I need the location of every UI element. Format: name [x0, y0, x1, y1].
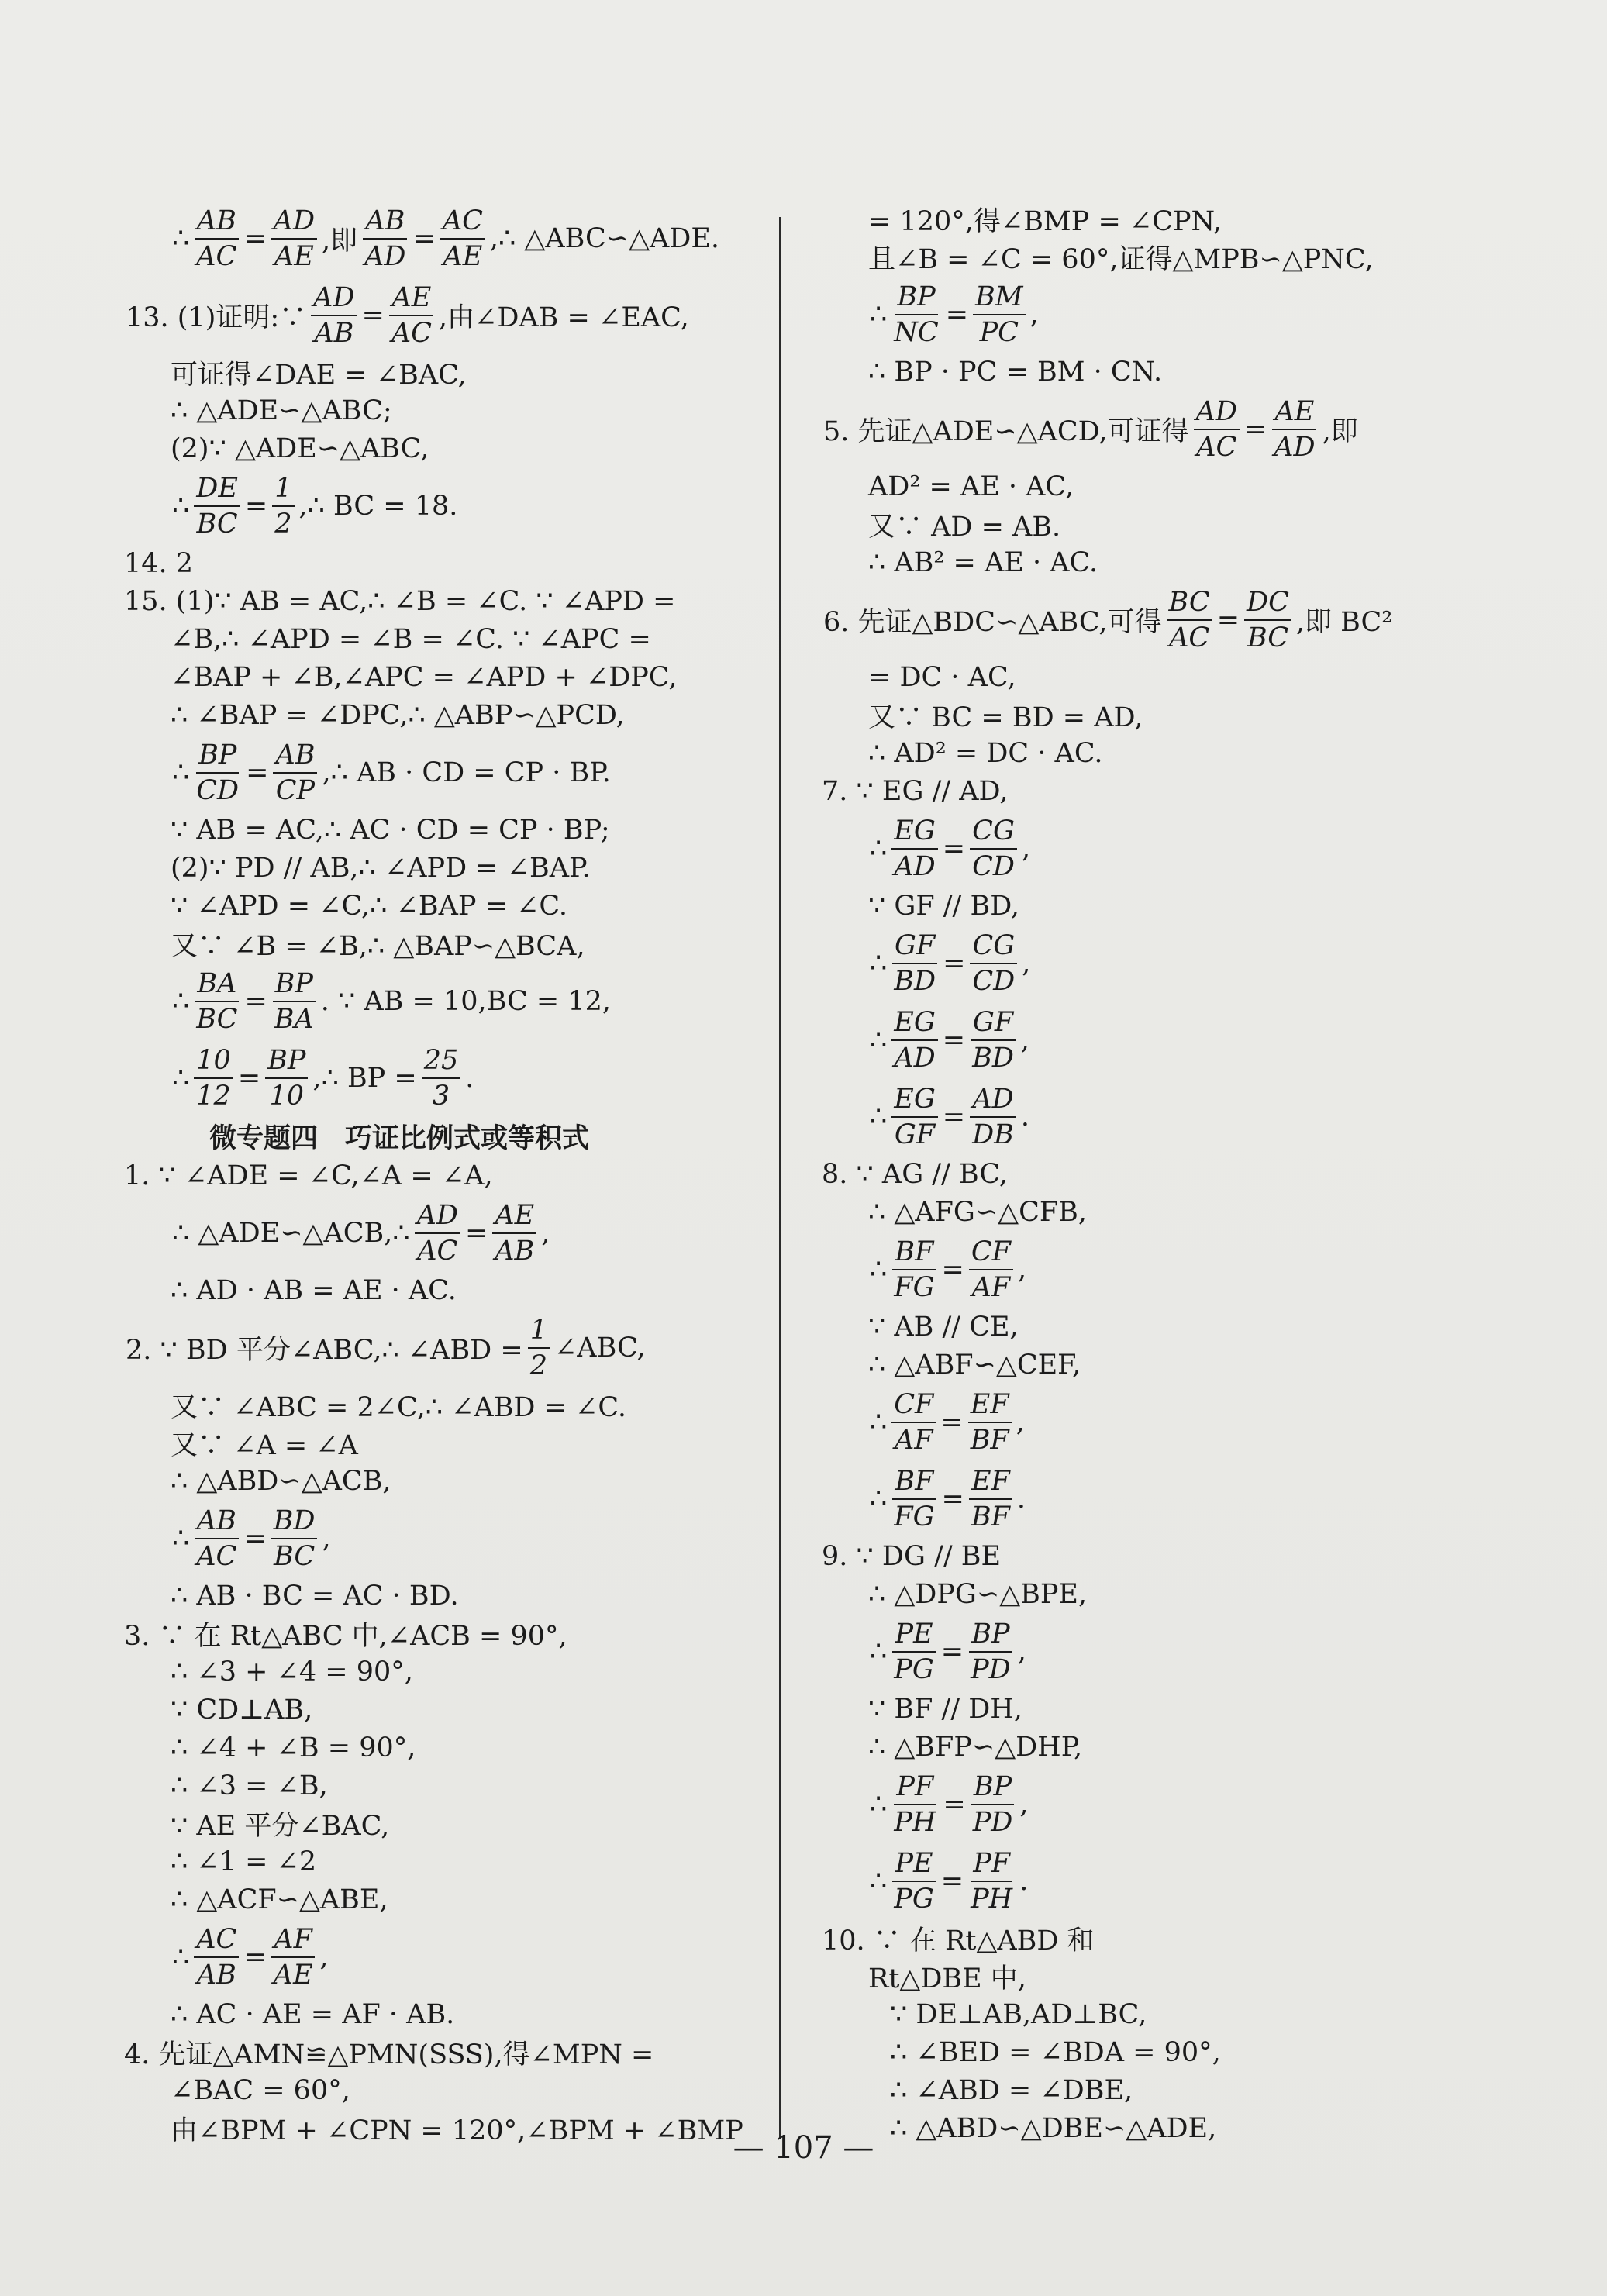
- fraction: [265, 1043, 308, 1113]
- answer-line: ∵ AB = AC,∴ AC · CD = CP · BP;: [171, 814, 610, 846]
- fraction-numerator: AB: [195, 1504, 239, 1539]
- answer-line: 又∵ ∠B = ∠B,∴ △BAP∽△BCA,: [171, 930, 585, 962]
- answer-line: [124, 277, 760, 353]
- fraction-denominator: BA: [274, 1003, 314, 1035]
- fraction: [968, 1617, 1013, 1687]
- fraction: [968, 1388, 1012, 1457]
- answer-line: ∴ △AFG∽△CFB,: [868, 1196, 1087, 1228]
- fraction-numerator: CG: [970, 814, 1017, 850]
- fraction: [271, 1504, 318, 1574]
- fraction-denominator: AE: [443, 240, 483, 272]
- fraction-numerator: CF: [969, 1235, 1013, 1270]
- math-text: 5. 先证△ADE∽△ACD,可证得: [823, 415, 1189, 447]
- fraction-numerator: AB: [273, 738, 317, 774]
- fraction-denominator: AD: [894, 850, 936, 882]
- math-text: =: [243, 1522, 267, 1554]
- answer-line: 7. ∵ EG // AD,: [822, 775, 1009, 807]
- fraction-numerator: BP: [969, 1617, 1012, 1653]
- fraction-denominator: AE: [273, 1959, 313, 1991]
- fraction-numerator: CF: [891, 1388, 936, 1423]
- fraction: [194, 1043, 233, 1113]
- answer-line: ∴ AC · AE = AF · AB.: [171, 1998, 455, 2030]
- answer-line: [124, 1195, 760, 1271]
- math-text: ,∴ BC = 18.: [298, 490, 458, 522]
- fraction-denominator: PD: [971, 1653, 1011, 1685]
- math-text: ∴: [870, 1253, 888, 1285]
- answer-line: ∴ △ABD∽△ACB,: [171, 1465, 391, 1497]
- math-text: ,∴ △ABC∽△ADE.: [489, 222, 720, 254]
- math-text: ∴: [870, 1865, 888, 1897]
- answer-line: ∵ GF // BD,: [868, 890, 1020, 922]
- fraction-numerator: BM: [973, 280, 1026, 315]
- answer-line: ∠B,∴ ∠APD = ∠B = ∠C. ∵ ∠APC =: [171, 623, 651, 655]
- fraction-numerator: BP: [895, 280, 937, 315]
- fraction-denominator: 2: [274, 508, 292, 540]
- fraction-denominator: PG: [894, 1883, 934, 1915]
- math-text: =: [244, 985, 267, 1017]
- fraction: [969, 1464, 1012, 1534]
- math-text: =: [412, 222, 436, 254]
- answer-line: [822, 1078, 1473, 1155]
- fraction-numerator: EF: [969, 1464, 1012, 1500]
- answer-line: 可证得∠DAE = ∠BAC,: [171, 359, 467, 391]
- math-text: ∴: [870, 833, 888, 864]
- answer-line: ∠BAC = 60°,: [171, 2074, 350, 2106]
- math-text: ,: [1029, 298, 1039, 330]
- math-text: ∴: [870, 1788, 888, 1820]
- fraction-numerator: 1: [272, 471, 294, 507]
- fraction-denominator: BC: [1247, 622, 1289, 653]
- fraction: [970, 929, 1017, 998]
- fraction-numerator: BC: [1167, 585, 1212, 621]
- fraction: [1167, 585, 1212, 655]
- fraction-denominator: AD: [894, 1042, 936, 1074]
- math-text: ,: [322, 1522, 331, 1554]
- answer-line: [822, 1460, 1473, 1537]
- answer-line: 又∵ ∠ABC = 2∠C,∴ ∠ABD = ∠C.: [171, 1391, 627, 1423]
- fraction: [272, 471, 294, 541]
- fraction: [194, 204, 239, 274]
- fraction-denominator: PH: [894, 1806, 936, 1838]
- math-text: =: [243, 222, 267, 254]
- math-text: ,∴ BP =: [312, 1062, 417, 1094]
- math-text: ∴ △ADE∽△ACB,∴: [172, 1217, 410, 1249]
- fraction-denominator: 3: [432, 1080, 450, 1112]
- math-text: ,: [1016, 1406, 1025, 1438]
- fraction: [891, 929, 938, 998]
- math-text: 13. (1)证明:∵: [126, 302, 307, 333]
- answer-line: (2)∵ △ADE∽△ABC,: [171, 433, 429, 464]
- math-text: =: [237, 1062, 261, 1094]
- answer-line: ∵ CD⊥AB,: [171, 1694, 313, 1725]
- fraction-denominator: BF: [971, 1501, 1010, 1532]
- answer-line: = DC · AC,: [868, 661, 1016, 693]
- fraction-numerator: DC: [1244, 585, 1291, 621]
- fraction: [415, 1198, 460, 1268]
- fraction-denominator: AC: [391, 317, 432, 349]
- fraction: [968, 1846, 1015, 1916]
- fraction-numerator: GF: [892, 929, 937, 964]
- answer-line: 由∠BPM + ∠CPN = 120°,∠BPM + ∠BMP: [171, 2115, 743, 2146]
- answer-line: [822, 1766, 1473, 1843]
- fraction: [194, 1922, 239, 1992]
- fraction-numerator: AE: [492, 1198, 536, 1234]
- answer-line: [124, 1500, 760, 1577]
- fraction-numerator: BD: [271, 1504, 318, 1539]
- answer-line: ∴ △ADE∽△ABC;: [171, 395, 392, 426]
- fraction: [973, 280, 1026, 350]
- math-text: ∴: [172, 1062, 190, 1094]
- answer-line: ∴ ∠1 = ∠2: [171, 1846, 317, 1877]
- fraction-numerator: AB: [363, 204, 407, 240]
- fraction-numerator: PE: [892, 1617, 935, 1653]
- fraction-numerator: PF: [894, 1770, 936, 1805]
- math-text: ∴: [172, 1522, 190, 1554]
- answer-line: ∴ AB² = AE · AC.: [868, 546, 1098, 578]
- fraction: [891, 1464, 936, 1534]
- fraction-denominator: AB: [314, 317, 354, 349]
- fraction-denominator: PD: [972, 1806, 1013, 1838]
- left-column: [124, 200, 760, 2147]
- math-text: ∴: [172, 757, 190, 788]
- answer-line: ∴ △ABD∽△DBE∽△ADE,: [890, 2112, 1217, 2144]
- fraction-denominator: BD: [972, 1042, 1014, 1074]
- math-text: ∴: [870, 947, 888, 979]
- fraction: [194, 1504, 239, 1574]
- fraction-numerator: BP: [273, 967, 316, 1002]
- fraction-denominator: BC: [273, 1540, 316, 1572]
- answer-line: = 120°,得∠BMP = ∠CPN,: [868, 205, 1222, 237]
- math-text: . ∵ AB = 10,BC = 12,: [320, 985, 612, 1017]
- math-text: .: [1020, 1101, 1030, 1132]
- math-text: ∴: [870, 1406, 888, 1438]
- page-number: — 107 —: [733, 2130, 874, 2166]
- fraction-denominator: AF: [971, 1271, 1011, 1303]
- answer-line: Rt△DBE 中,: [868, 1963, 1026, 1994]
- answer-line: [822, 276, 1473, 353]
- fraction-numerator: GF: [971, 1005, 1016, 1041]
- answer-line: [822, 1613, 1473, 1690]
- answer-line: ∴ AD · AB = AE · AC.: [171, 1274, 457, 1306]
- fraction: [271, 204, 317, 274]
- answer-line: 8. ∵ AG // BC,: [822, 1158, 1009, 1190]
- answer-line: ∴ AD² = DC · AC.: [868, 737, 1103, 769]
- fraction-denominator: AC: [196, 240, 237, 272]
- math-text: 2. ∵ BD 平分∠ABC,∴ ∠ABD =: [126, 1334, 523, 1366]
- right-column: [822, 200, 1473, 2147]
- fraction-denominator: AB: [495, 1235, 535, 1267]
- answer-line: [124, 734, 760, 811]
- fraction: [271, 1922, 316, 1992]
- fraction-numerator: AF: [271, 1922, 315, 1958]
- fraction: [194, 967, 240, 1036]
- fraction-denominator: AB: [196, 1959, 236, 1991]
- answer-line: ∵ BF // DH,: [868, 1693, 1022, 1725]
- math-text: =: [246, 757, 269, 788]
- fraction-denominator: NC: [894, 316, 939, 348]
- answer-line: ∴ ∠BED = ∠BDA = 90°,: [890, 2036, 1221, 2068]
- answer-line: ∴ ∠3 + ∠4 = 90°,: [171, 1656, 413, 1688]
- answer-line: ∵ DE⊥AB,AD⊥BC,: [890, 1998, 1147, 2030]
- answer-line: ∵ AE 平分∠BAC,: [171, 1810, 390, 1842]
- answer-line: [822, 581, 1473, 658]
- math-text: =: [942, 1024, 966, 1056]
- answer-line: 又∵ ∠A = ∠A: [171, 1429, 358, 1461]
- fraction: [422, 1043, 461, 1113]
- math-text: ∴: [870, 1101, 888, 1132]
- answer-line: ∴ BP · PC = BM · CN.: [868, 356, 1163, 388]
- answer-line: [124, 1919, 760, 1995]
- fraction-denominator: DB: [972, 1119, 1014, 1150]
- answer-line: ∠BAP + ∠B,∠APC = ∠APD + ∠DPC,: [171, 661, 678, 693]
- fraction: [970, 814, 1017, 884]
- answer-line: ∴ ∠ABD = ∠DBE,: [890, 2074, 1133, 2106]
- fraction: [311, 281, 357, 350]
- fraction: [891, 1235, 936, 1305]
- math-text: =: [940, 1406, 964, 1438]
- fraction-numerator: PF: [971, 1846, 1012, 1882]
- answer-line: 又∵ AD = AB.: [868, 511, 1061, 543]
- math-text: ,即: [1322, 415, 1358, 447]
- fraction-numerator: AC: [440, 204, 485, 240]
- answer-line: 1. ∵ ∠ADE = ∠C,∠A = ∠A,: [124, 1160, 493, 1191]
- math-text: =: [945, 298, 969, 330]
- math-text: ∴: [870, 1636, 888, 1667]
- fraction-numerator: EG: [891, 1082, 938, 1118]
- answer-line: [822, 391, 1473, 467]
- answer-line: ∴ ∠4 + ∠B = 90°,: [171, 1732, 416, 1763]
- fraction-denominator: 12: [196, 1080, 231, 1112]
- math-text: ∴: [172, 1941, 190, 1973]
- math-text: ∴: [172, 985, 190, 1017]
- fraction: [891, 1846, 936, 1916]
- fraction-denominator: BC: [196, 1003, 238, 1035]
- fraction-denominator: AC: [196, 1540, 237, 1572]
- fraction-denominator: CD: [972, 850, 1015, 882]
- math-text: ∴: [870, 298, 888, 330]
- math-text: ∴: [172, 222, 190, 254]
- math-text: =: [1216, 604, 1240, 636]
- fraction: [492, 1198, 536, 1268]
- fraction-denominator: GF: [894, 1119, 936, 1150]
- answer-line: ∴ ∠3 = ∠B,: [171, 1770, 328, 1801]
- answer-line: ∴ △DPG∽△BPE,: [868, 1578, 1088, 1610]
- answer-line: (2)∵ PD // AB,∴ ∠APD = ∠BAP.: [171, 852, 591, 884]
- fraction-numerator: BP: [265, 1043, 308, 1079]
- fraction: [891, 280, 940, 350]
- fraction-numerator: AD: [415, 1198, 460, 1234]
- fraction-numerator: BF: [892, 1235, 936, 1270]
- answer-line: AD² = AE · AC,: [868, 471, 1074, 502]
- math-text: =: [943, 1788, 966, 1820]
- fraction-numerator: AB: [195, 204, 239, 240]
- fraction-denominator: AC: [1196, 431, 1237, 463]
- fraction-denominator: PH: [971, 1883, 1013, 1915]
- answer-line: [822, 1001, 1473, 1078]
- fraction: [1271, 395, 1317, 464]
- fraction-denominator: CP: [275, 774, 316, 806]
- answer-line: ∴ AB · BC = AC · BD.: [171, 1580, 459, 1612]
- fraction-numerator: DE: [194, 471, 240, 507]
- fraction-numerator: AE: [1272, 395, 1316, 430]
- fraction-numerator: AC: [194, 1922, 239, 1958]
- fraction: [891, 1005, 938, 1075]
- answer-line: ∵ AB // CE,: [868, 1311, 1019, 1343]
- answer-line: ∴ △ACF∽△ABE,: [171, 1884, 388, 1915]
- math-text: ,: [1017, 1253, 1027, 1285]
- fraction-numerator: AE: [389, 281, 433, 316]
- math-text: ∴: [172, 490, 190, 522]
- fraction-denominator: BC: [196, 508, 238, 540]
- fraction-numerator: 10: [194, 1043, 233, 1079]
- fraction-denominator: PC: [979, 316, 1019, 348]
- answer-line: [822, 925, 1473, 1001]
- fraction: [969, 1235, 1013, 1305]
- fraction: [1244, 585, 1291, 655]
- section-heading: 微专题四 巧证比例式或等积式: [209, 1123, 590, 1154]
- math-text: ,: [541, 1217, 550, 1249]
- answer-line: [124, 467, 760, 544]
- answer-line: 4. 先证△AMN≌△PMN(SSS),得∠MPN =: [124, 2039, 654, 2070]
- fraction-denominator: 2: [529, 1350, 547, 1381]
- fraction: [891, 1617, 936, 1687]
- fraction: [970, 1082, 1016, 1152]
- math-text: .: [465, 1062, 474, 1094]
- fraction-denominator: CD: [972, 965, 1016, 997]
- fraction-numerator: BA: [195, 967, 239, 1002]
- fraction: [528, 1313, 550, 1383]
- math-text: .: [1016, 1483, 1026, 1515]
- math-text: =: [464, 1217, 488, 1249]
- fraction-numerator: EG: [891, 1005, 938, 1041]
- fraction-denominator: AD: [364, 240, 406, 272]
- fraction-numerator: BP: [971, 1770, 1014, 1805]
- answer-line: [124, 200, 760, 277]
- fraction: [891, 1388, 936, 1457]
- fraction-numerator: BP: [196, 738, 239, 774]
- answer-line: [124, 963, 760, 1039]
- answer-line: [124, 1309, 760, 1386]
- fraction-numerator: 25: [422, 1043, 461, 1079]
- math-text: ,: [1021, 833, 1031, 864]
- math-text: =: [942, 1101, 966, 1132]
- math-text: ,: [1017, 1636, 1026, 1667]
- fraction-numerator: AD: [311, 281, 357, 316]
- fraction-denominator: FG: [894, 1501, 935, 1532]
- math-text: =: [941, 1253, 964, 1285]
- math-text: =: [942, 833, 966, 864]
- fraction-numerator: EF: [968, 1388, 1012, 1423]
- math-text: =: [940, 1636, 964, 1667]
- fraction-denominator: 10: [269, 1080, 305, 1112]
- answer-line: 14. 2: [124, 547, 194, 579]
- answer-line: ∴ △ABF∽△CEF,: [868, 1349, 1081, 1381]
- fraction-denominator: PG: [894, 1653, 934, 1685]
- fraction: [440, 204, 485, 274]
- fraction: [194, 471, 240, 541]
- answer-line: 15. (1)∵ AB = AC,∴ ∠B = ∠C. ∵ ∠APD =: [124, 585, 676, 617]
- answer-line: 且∠B = ∠C = 60°,证得△MPB∽△PNC,: [868, 243, 1374, 275]
- math-text: ∴: [870, 1024, 888, 1056]
- fraction-denominator: BD: [894, 965, 936, 997]
- math-text: ,: [1019, 1788, 1029, 1820]
- fraction: [891, 814, 938, 884]
- fraction-denominator: FG: [894, 1271, 935, 1303]
- fraction-numerator: CG: [970, 929, 1017, 964]
- math-text: =: [940, 1865, 964, 1897]
- answer-line: [822, 1843, 1473, 1919]
- fraction: [1194, 395, 1240, 464]
- math-text: ∠ABC,: [553, 1332, 646, 1363]
- math-text: ,即 BC²: [1295, 606, 1393, 638]
- fraction-numerator: PE: [892, 1846, 935, 1882]
- answer-line: [822, 1231, 1473, 1308]
- fraction-denominator: AE: [274, 240, 314, 272]
- fraction-numerator: AD: [1194, 395, 1240, 430]
- fraction-denominator: AF: [895, 1424, 933, 1456]
- answer-line: 10. ∵ 在 Rt△ABD 和: [822, 1925, 1095, 1956]
- fraction-denominator: CD: [196, 774, 240, 806]
- math-text: ∴: [870, 1483, 888, 1515]
- math-text: =: [243, 1941, 267, 1973]
- fraction: [970, 1005, 1016, 1075]
- fraction-denominator: AC: [417, 1235, 458, 1267]
- math-text: =: [361, 299, 385, 331]
- answer-line: ∴ △BFP∽△DHP,: [868, 1731, 1083, 1763]
- math-text: .: [1019, 1865, 1029, 1897]
- answer-line: [822, 810, 1473, 887]
- answer-line: ∴ ∠BAP = ∠DPC,∴ △ABP∽△PCD,: [171, 699, 625, 731]
- math-text: =: [244, 490, 268, 522]
- answer-line: [124, 1039, 760, 1116]
- answer-line: ∵ ∠APD = ∠C,∴ ∠BAP = ∠C.: [171, 890, 567, 922]
- fraction-numerator: AD: [970, 1082, 1016, 1118]
- fraction-denominator: AC: [1169, 622, 1210, 653]
- math-text: =: [943, 947, 966, 979]
- fraction-denominator: BF: [970, 1424, 1009, 1456]
- math-text: ,: [1020, 1024, 1030, 1056]
- fraction: [891, 1082, 938, 1152]
- fraction-numerator: EG: [891, 814, 938, 850]
- fraction: [971, 1770, 1016, 1839]
- answer-line: 9. ∵ DG // BE: [822, 1540, 1002, 1572]
- fraction-numerator: 1: [528, 1313, 550, 1349]
- fraction: [272, 967, 316, 1036]
- math-text: ,: [1022, 947, 1031, 979]
- math-text: ,由∠DAB = ∠EAC,: [438, 302, 689, 333]
- answer-line: 又∵ BC = BD = AD,: [868, 702, 1143, 733]
- fraction-denominator: AD: [1274, 431, 1316, 463]
- math-text: ,∴ AB · CD = CP · BP.: [322, 757, 611, 788]
- fraction: [891, 1770, 938, 1839]
- fraction: [194, 738, 241, 808]
- math-text: =: [1243, 413, 1267, 445]
- math-text: ,即: [322, 225, 358, 257]
- fraction: [389, 281, 434, 350]
- math-text: 6. 先证△BDC∽△ABC,可得: [823, 606, 1162, 638]
- answer-line: [822, 1384, 1473, 1460]
- math-text: ,: [319, 1941, 329, 1973]
- column-divider: [779, 217, 781, 2139]
- fraction-numerator: AD: [271, 204, 317, 240]
- fraction: [273, 738, 317, 808]
- answer-line: 3. ∵ 在 Rt△ABC 中,∠ACB = 90°,: [124, 1620, 567, 1652]
- fraction-numerator: BF: [892, 1464, 936, 1500]
- math-text: =: [941, 1483, 964, 1515]
- fraction: [362, 204, 408, 274]
